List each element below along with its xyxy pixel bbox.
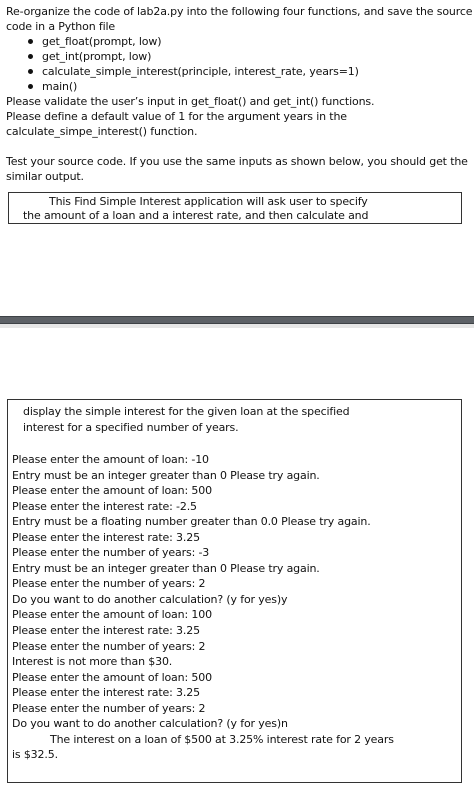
console-line: Do you want to do another calculation? (y for yes)n: [12, 717, 288, 731]
result-line: is $32.5.: [12, 748, 58, 762]
console-line: Please enter the amount of loan: 100: [12, 608, 212, 622]
console-line: Please enter the amount of loan: -10: [12, 453, 209, 466]
output-header: [23, 404, 349, 435]
console-line: Please enter the number of years: -3: [12, 546, 210, 560]
output-line: This Find Simple Interest application will ask user to specify: [49, 195, 368, 208]
instructions: [6, 4, 473, 184]
output-line: the amount of a loan and a interest rate, and then calculate and: [23, 209, 369, 222]
console-line: Please enter the amount of loan: 500: [12, 484, 212, 498]
console-line: Interest is not more than $30.: [12, 655, 173, 669]
console-output: [12, 452, 394, 763]
function-list: [6, 34, 466, 94]
console-line: Please enter the interest rate: 3.25: [12, 624, 200, 638]
test-text: similar output.: [6, 170, 84, 183]
intro-line: code in a Python file: [6, 20, 116, 33]
document-page-top: [0, 0, 474, 316]
function-item: get_float(prompt, low): [6, 34, 466, 49]
console-line: Entry must be an integer greater than 0 Please try again.: [12, 468, 320, 482]
console-line: Please enter the number of years: 2: [12, 577, 206, 591]
intro-line: Re-organize the code of lab2a.py into the following four functions, and save the source: [6, 5, 473, 18]
function-item: calculate_simple_interest(principle, interest_rate, years=1): [6, 64, 466, 79]
function-item: main(): [6, 79, 466, 94]
default-text: Please define a default value of 1 for the argument years in the: [6, 110, 347, 123]
page-separator: [0, 316, 474, 324]
console-line: Please enter the interest rate: 3.25: [12, 530, 200, 544]
default-text: calculate_simpe_interest() function.: [6, 125, 198, 138]
result-line: The interest on a loan of $500 at 3.25% interest rate for 2 years: [50, 732, 394, 746]
console-line: Please enter the interest rate: 3.25: [12, 686, 200, 700]
console-line: Entry must be a floating number greater than 0.0 Please try again.: [12, 515, 371, 529]
page-gap: [0, 324, 474, 328]
console-line: Please enter the interest rate: -2.5: [12, 499, 197, 513]
console-line: Please enter the amount of loan: 500: [12, 670, 212, 684]
console-line: Do you want to do another calculation? (y for yes)y: [12, 592, 288, 606]
spacer: [6, 139, 466, 154]
output-line: display the simple interest for the given loan at the specified: [23, 405, 350, 418]
console-line: Please enter the number of years: 2: [12, 639, 206, 653]
validate-text: Please validate the user’s input in get_float() and get_int() functions.: [6, 95, 375, 108]
output-line: interest for a specified number of years.: [23, 420, 239, 434]
test-text: Test your source code. If you use the same inputs as shown below, you should get the: [6, 155, 468, 168]
function-item: get_int(prompt, low): [6, 49, 466, 64]
output-box-top: [8, 192, 462, 224]
console-line: Entry must be an integer greater than 0 Please try again.: [12, 561, 320, 575]
output-box-bottom: [7, 399, 462, 783]
console-line: Please enter the number of years: 2: [12, 701, 206, 715]
